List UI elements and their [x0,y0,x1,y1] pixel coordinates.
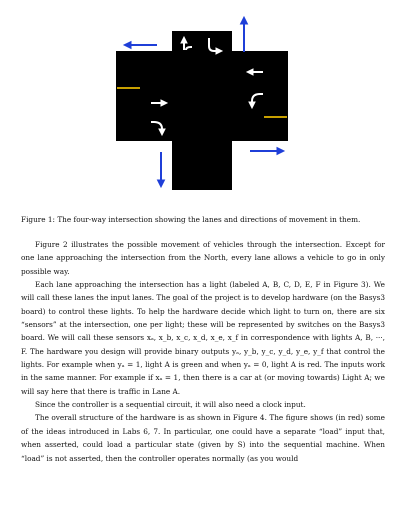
paragraph-4: The overall structure of the hardware is as shown in Figure 4. The figure shows (in red) some of the ideas introduced in Labs 6, 7. In particular, one could have a separate “load” input that, when asserted, could load a particular state (given by S) into the sequential machine. When “load” is not asserted, then the controller operates normally (as you would [21,413,385,463]
paragraph-2: Each lane approaching the intersection has a light (labeled A, B, C, D, E, F in Figure 3). We will call these lanes the input lanes. The goal of the project is to develop hardware (on the Basys3 board) to control these lights. To help the hardware decide which light to turn on, there are six “sensors” at the intersection, one per light; these will be represented by switches on the Basys3 board. We will call these sensors xₐ, x_b, x_c, x_d, x_e, x_f in correspondence with lights A, B, ···, F. The hardware you design will provide binary outputs yₐ, y_b, y_c, y_d, y_e, y_f that control the lights. For example when yₐ = 1, light A is green and when yₐ = 0, light A is red. The inputs work in the same manner. For example if xₐ = 1, then there is a car at (or moving towards) Light A; we will say here that there is traffic in Lane A. [21,280,385,396]
body-text [21,238,385,465]
paragraph-1: Figure 2 illustrates the possible movement of vehicles through the intersection. Except for one lane approaching the intersection from the North, every lane allows a vehicle to go in only possible way. [21,240,385,276]
south-road [172,140,232,190]
intersection-figure [0,0,403,210]
arrow-west-icon [124,42,157,49]
paragraph-3: Since the controller is a sequential circuit, it will also need a clock input. [35,400,306,410]
arrow-south-icon [158,152,165,187]
figure-caption: Figure 1: The four-way intersection showing the lanes and directions of movement in them. [21,215,361,224]
arrow-north-icon [241,17,248,52]
east-west-road [116,51,288,141]
arrow-east-icon [250,148,284,155]
